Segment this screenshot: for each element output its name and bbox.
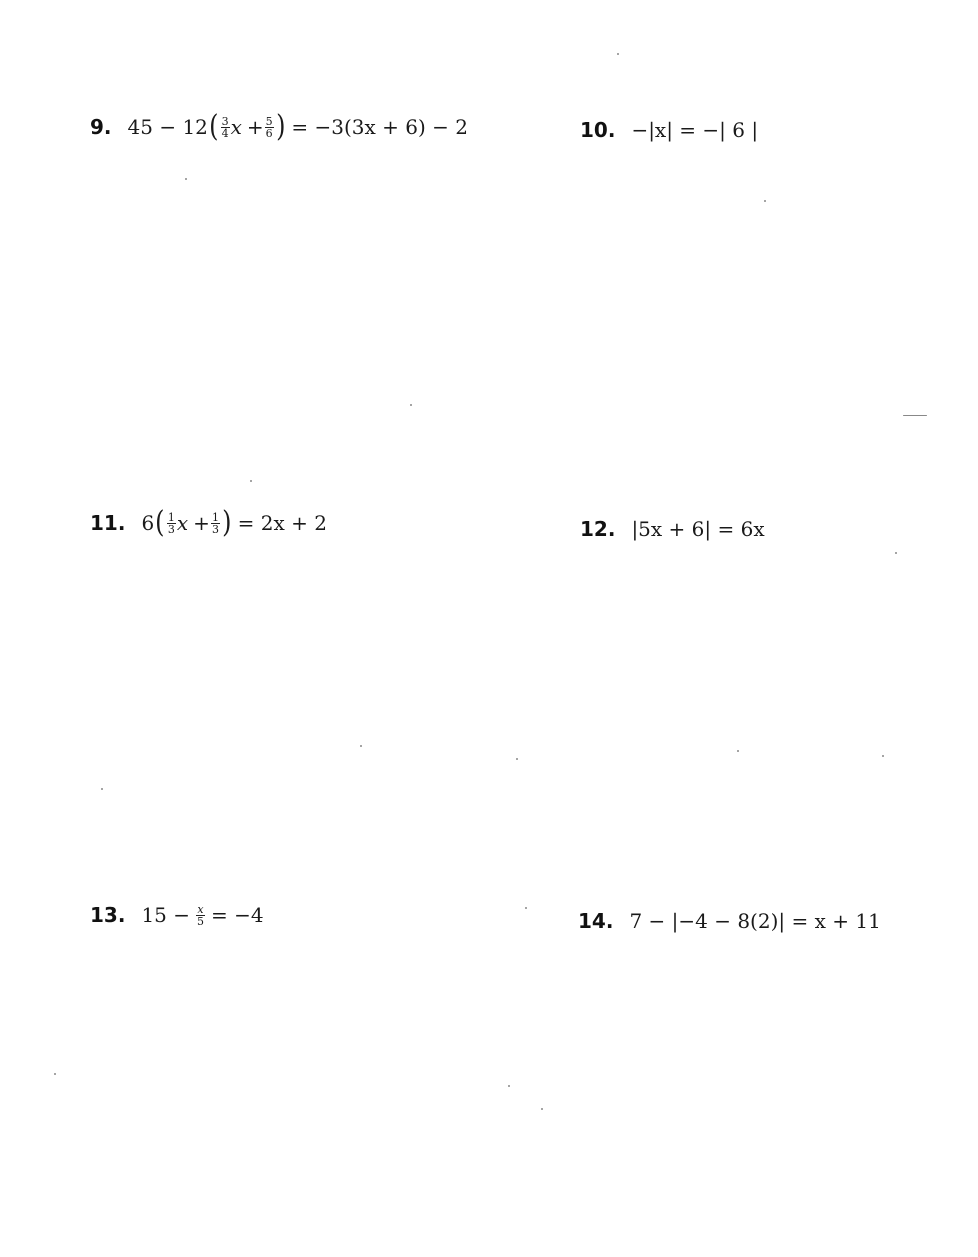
- scan-speck: [903, 415, 927, 416]
- problem-11: [90, 505, 327, 540]
- problem-13: [90, 903, 264, 927]
- denominator: 5: [197, 914, 205, 928]
- scan-speck: [895, 552, 897, 554]
- problem-number: 12.: [580, 517, 616, 541]
- denominator: 6: [265, 126, 273, 140]
- fraction: [221, 116, 230, 139]
- problem-number: 11.: [90, 511, 126, 535]
- plus-sign: +: [246, 115, 264, 139]
- problem-14: [578, 909, 881, 933]
- equation-rhs: = 2x + 2: [237, 511, 327, 535]
- denominator: 4: [221, 126, 229, 140]
- variable: x: [176, 511, 189, 535]
- scan-speck: [516, 758, 518, 760]
- equation-prefix: 15 −: [141, 903, 191, 927]
- open-paren: (: [155, 505, 165, 540]
- close-paren: ): [222, 505, 232, 540]
- problem-number: 14.: [578, 909, 614, 933]
- equation-rhs: = −3(3x + 6) − 2: [291, 115, 468, 139]
- scan-speck: [250, 480, 252, 482]
- close-paren: ): [275, 109, 286, 144]
- fraction: [211, 512, 220, 535]
- fraction: [265, 116, 274, 139]
- scan-speck: [525, 907, 527, 909]
- scan-speck: [410, 404, 412, 406]
- equation: [141, 505, 327, 540]
- scan-speck: [882, 755, 884, 757]
- plus-sign: +: [193, 511, 210, 535]
- problem-10: [580, 118, 758, 142]
- scan-speck: [737, 750, 739, 752]
- equation: 7 − |−4 − 8(2)| = x + 11: [629, 909, 881, 933]
- numerator: x: [197, 902, 204, 916]
- scan-speck: [764, 200, 766, 202]
- numerator: 1: [211, 510, 219, 524]
- scan-speck: [185, 178, 187, 180]
- equation: [141, 903, 263, 927]
- numerator: 5: [265, 114, 273, 128]
- equation: −|x| = −| 6 |: [631, 118, 759, 142]
- problem-number: 9.: [90, 115, 112, 139]
- problem-12: [580, 517, 765, 541]
- open-paren: (: [209, 109, 219, 144]
- problem-9: [90, 109, 468, 144]
- equation: [127, 109, 468, 144]
- equation-prefix: 6: [141, 511, 155, 535]
- variable: x: [230, 115, 242, 139]
- problem-number: 13.: [90, 903, 126, 927]
- denominator: 3: [167, 522, 175, 536]
- equation-prefix: 45 − 12: [127, 115, 208, 139]
- fraction: [196, 904, 205, 927]
- denominator: 3: [211, 522, 219, 536]
- fraction: [167, 512, 176, 535]
- scan-speck: [617, 53, 619, 55]
- scan-speck: [101, 788, 103, 790]
- problem-number: 10.: [580, 118, 616, 142]
- scan-speck: [508, 1085, 510, 1087]
- numerator: 1: [167, 510, 175, 524]
- scan-speck: [541, 1108, 543, 1110]
- scan-speck: [360, 745, 362, 747]
- scan-speck: [54, 1073, 56, 1075]
- equation: |5x + 6| = 6x: [631, 517, 765, 541]
- numerator: 3: [221, 114, 229, 128]
- equation-rhs: = −4: [211, 903, 264, 927]
